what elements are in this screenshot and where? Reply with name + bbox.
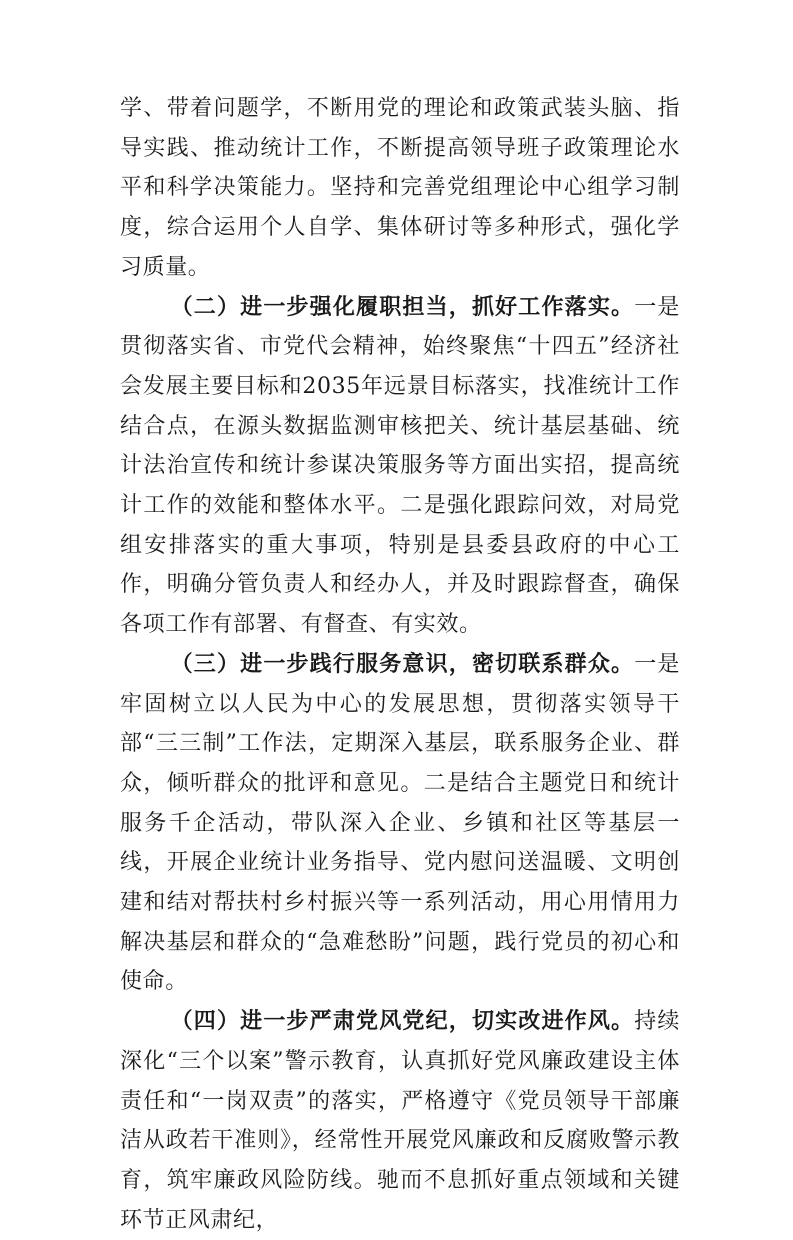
paragraph-continuation — [120, 89, 680, 288]
paragraph-body: 学、带着问题学，不断用党的理论和政策武装头脑、指导实践、推动统计工作，不断提高领导班子政策理论水平和科学决策能力。坚持和完善党组理论中心组学习制度，综合运用个人自学、集体研讨等多种形式，强化学习质量。 — [120, 96, 680, 280]
section-heading: （三）进一步践行服务意识，密切联系群众。 — [170, 651, 635, 677]
paragraph-body: 持续深化“三个以案”警示教育，认真抓好党风廉政建设主体责任和“一岗双责”的落实，严格遵守《党员领导干部廉洁从政若干准则》，经常性开展党风廉政和反腐败警示教育，筑牢廉政风险防线。驰而不息抓好重点领域和关键环节正风肃纪， — [120, 1009, 680, 1233]
section-heading: （二）进一步强化履职担当，抓好工作落实。 — [170, 294, 635, 320]
paragraph-section-2 — [120, 288, 680, 645]
paragraph-section-4 — [120, 1002, 680, 1240]
section-heading: （四）进一步严肃党风党纪，切实改进作风。 — [170, 1009, 635, 1035]
paragraph-body: 一是贯彻落实省、市党代会精神，始终聚焦“十四五”经济社会发展主要目标和2035年远景目标落实，找准统计工作结合点，在源头数据监测审核把关、统计基层基础、统计法治宣传和统计参谋决策服务等方面出实招，提高统计工作的效能和整体水平。二是强化跟踪问效，对局党组安排落实的重大事项，特别是县委县政府的中心工作，明确分管负责人和经办人，并及时跟踪督查，确保各项工作有部署、有督查、有实效。 — [120, 294, 680, 638]
paragraph-section-3 — [120, 645, 680, 1002]
paragraph-body: 一是牢固树立以人民为中心的发展思想，贯彻落实领导干部“三三制”工作法，定期深入基层，联系服务企业、群众，倾听群众的批评和意见。二是结合主题党日和统计服务千企活动，带队深入企业、乡镇和社区等基层一线，开展企业统计业务指导、党内慰问送温暖、文明创建和结对帮扶村乡村振兴等一系列活动，用心用情用力解决基层和群众的“急难愁盼”问题，践行党员的初心和使命。 — [120, 651, 680, 995]
document-body — [120, 89, 680, 1240]
